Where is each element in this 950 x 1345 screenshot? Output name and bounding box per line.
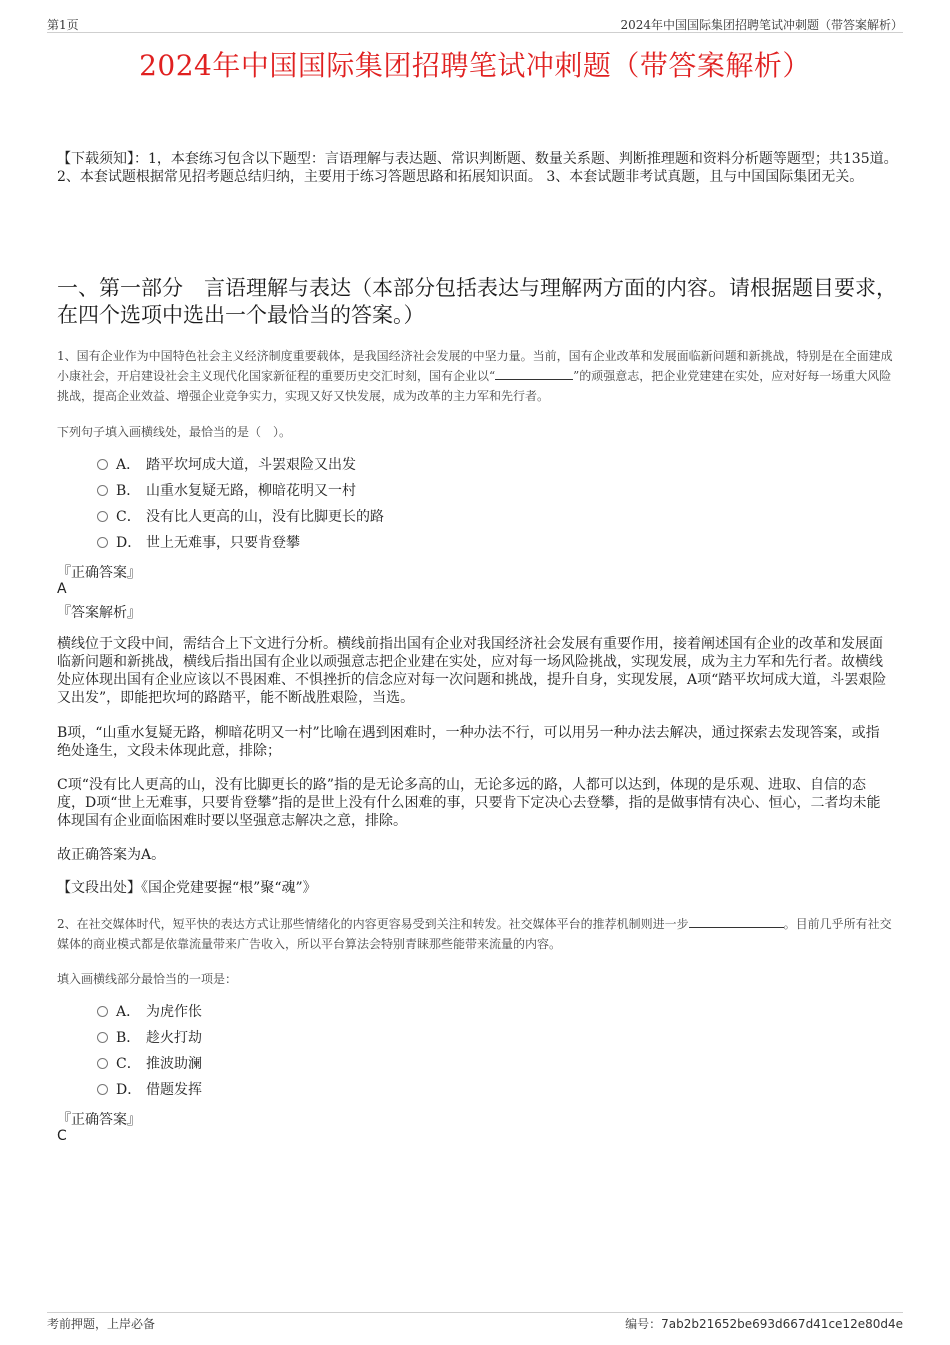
page-number: 第1页	[47, 18, 79, 32]
radio-icon[interactable]	[97, 1032, 108, 1043]
question-2-instruction: 填入画横线部分最恰当的一项是：	[57, 972, 238, 986]
section-heading: 一、第一部分 言语理解与表达（本部分包括表达与理解两方面的内容。请根据题目要求，在四个选项中选出一个最恰当的答案。）	[57, 276, 897, 327]
page-header	[47, 14, 903, 33]
question-1-text: 1、国有企业作为中国特色社会主义经济制度重要载体，是我国经济社会发展的中坚力量。当前，国有企业改革和发展面临新问题和新挑战，特别是在全面建成小康社会，开启建设社会主义现代化国家新征程的重要历史交汇时刻，国有企业以“ ”的顽强意志，把企业党建建在实处，应对好每一场重大风险挑战，提高企业效益、增强企业竞争实力，实现又好又快发展，成为改革的主力军和先行者。	[57, 349, 893, 403]
document-title: 2024年中国国际集团招聘笔试冲刺题（带答案解析）	[139, 49, 811, 82]
question-1-instruction: 下列句子填入画横线处，最恰当的是（ ）。	[57, 425, 292, 439]
q1-option-d[interactable]: D． 世上无难事，只要肯登攀	[97, 533, 300, 553]
q1-conclusion: 故正确答案为A。	[57, 847, 166, 863]
radio-icon[interactable]	[97, 537, 108, 548]
answer-blank	[689, 915, 784, 928]
q1-option-b[interactable]: B． 山重水复疑无路，柳暗花明又一村	[97, 481, 356, 501]
radio-icon[interactable]	[97, 459, 108, 470]
answer-blank	[495, 367, 573, 380]
q2-answer-label: 『正确答案』	[57, 1112, 141, 1128]
q2-option-b[interactable]: B． 趁火打劫	[97, 1028, 202, 1048]
q1-option-a[interactable]: A． 踏平坎坷成大道，斗罢艰险又出发	[97, 455, 356, 475]
radio-icon[interactable]	[97, 1058, 108, 1069]
q2-option-a[interactable]: A． 为虎作伥	[97, 1002, 202, 1022]
q1-analysis-label: 『答案解析』	[57, 605, 141, 621]
footer-slogan: 考前押题，上岸必备	[47, 1317, 156, 1331]
q2-answer: C	[57, 1128, 67, 1144]
radio-icon[interactable]	[97, 1084, 108, 1095]
q1-analysis-paragraph: C项“没有比人更高的山，没有比脚更长的路”指的是无论多高的山，无论多远的路，人都可以达到，体现的是乐观、进取、自信的态度，D项“世上无难事，只要肯登攀”指的是世上没有什么困难的事，只要肯下定决心去登攀，指的是做事情有决心、恒心，二者均未能体现国有企业面临困难时要以坚强意志解决之意，排除。	[57, 777, 881, 829]
download-notice: 【下载须知】：1，本套练习包含以下题型：言语理解与表达题、常识判断题、数量关系题、判断推理题和资料分析题等题型；共135道。 2、本套试题根据常见招考题总结归纳，主要用于练习答题思路和拓展知识面。 3、本套试题非考试真题，且与中国国际集团无关。	[57, 151, 898, 185]
q1-analysis-paragraph: B项，“山重水复疑无路，柳暗花明又一村”比喻在遇到困难时，一种办法不行，可以用另一种办法去解决，通过探索去发现答案，或指绝处逢生，文段未体现此意，排除；	[57, 725, 880, 759]
radio-icon[interactable]	[97, 511, 108, 522]
footer-code: 编号：7ab2b21652be693d667d41ce12e80d4e	[625, 1317, 903, 1331]
q1-analysis-paragraph: 横线位于文段中间，需结合上下文进行分析。横线前指出国有企业对我国经济社会发展有重要作用，接着阐述国有企业的改革和发展面临新问题和新挑战，横线后指出国有企业以顽强意志把企业建在实处，应对每一场风险挑战，实现发展，成为主力军和先行者。故横线处应体现出国有企业应该以不畏困难、不惧挫折的信念应对每一次问题和挑战，提升自身，实现发展，A项“踏平坎坷成大道，斗罢艰险又出发”，即能把坎坷的路踏平，能不断战胜艰险，当选。	[57, 636, 887, 706]
q1-source: 【文段出处】《国企党建要握“根”聚“魂”》	[57, 880, 317, 896]
q1-option-c[interactable]: C． 没有比人更高的山，没有比脚更长的路	[97, 507, 384, 527]
radio-icon[interactable]	[97, 485, 108, 496]
page-footer	[47, 1312, 903, 1331]
q1-answer: A	[57, 581, 67, 597]
q2-option-d[interactable]: D． 借题发挥	[97, 1080, 202, 1100]
radio-icon[interactable]	[97, 1006, 108, 1017]
q1-answer-label: 『正确答案』	[57, 565, 141, 581]
question-2-text: 2、在社交媒体时代，短平快的表达方式让那些情绪化的内容更容易受到关注和转发。社交媒体平台的推荐机制则进一步 。目前几乎所有社交媒体的商业模式都是依靠流量带来广告收入，所以平台算法会特别青睐那些能带来流量的内容。	[57, 917, 892, 951]
q2-option-c[interactable]: C． 推波助澜	[97, 1054, 202, 1074]
header-doc-title: 2024年中国国际集团招聘笔试冲刺题（带答案解析）	[620, 18, 903, 32]
